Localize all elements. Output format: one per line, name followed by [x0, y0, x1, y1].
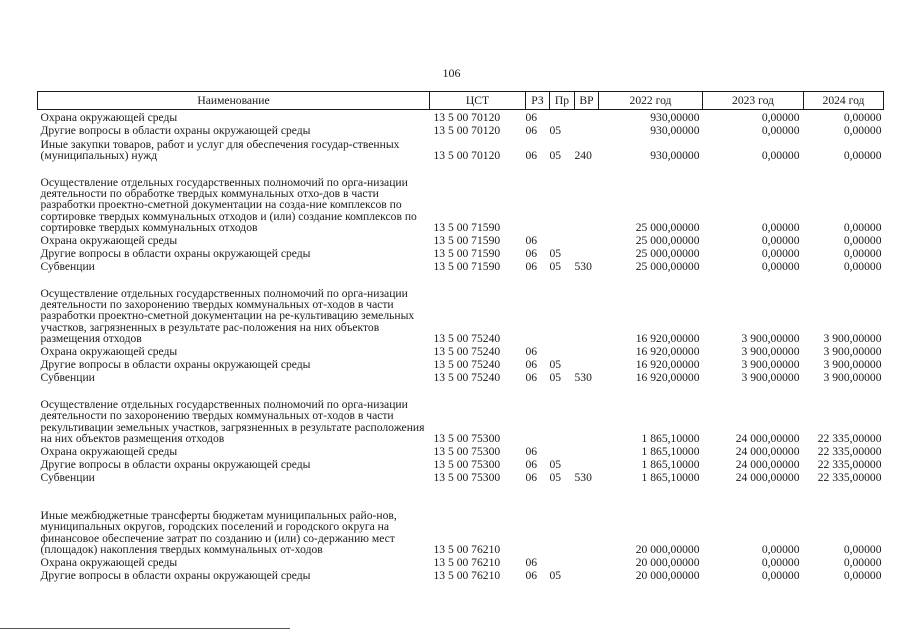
table-row: [38, 259, 884, 272]
row-pr: 05: [549, 370, 562, 384]
row-name: Иные закупки товаров, работ и услуг для обеспечения государ-ственных (муниципальных) нужд: [40, 137, 400, 162]
row-value-2023: 3 900,00000: [741, 344, 800, 358]
row-value-2022: 25 000,00000: [635, 233, 700, 247]
page-number: 106: [442, 66, 461, 80]
row-vr: [575, 568, 599, 581]
row-value-2023: 24 000,00000: [735, 470, 800, 484]
table-row: [38, 457, 884, 470]
row-pr: 05: [549, 123, 562, 137]
row-cst: 13 5 00 75240: [433, 370, 501, 384]
row-value-2024: 22 335,00000: [817, 470, 882, 484]
row-vr: [575, 357, 599, 370]
row-rz: 06: [525, 344, 538, 358]
row-rz: [526, 161, 550, 233]
row-value-2022: 16 920,00000: [635, 370, 700, 384]
row-value-2022: 25 000,00000: [635, 246, 700, 260]
row-value-2024: 3 900,00000: [823, 331, 882, 345]
table-row: [38, 483, 884, 555]
row-value-2023: 0,00000: [761, 259, 800, 273]
row-value-2022: 1 865,10000: [641, 470, 700, 484]
row-value-2022: 25 000,00000: [635, 220, 700, 234]
row-value-2023: 24 000,00000: [735, 431, 800, 445]
row-vr: [575, 344, 599, 357]
row-rz: 06: [525, 357, 538, 371]
table-row: [38, 444, 884, 457]
header-2022: 2022 год: [599, 92, 703, 110]
table-row: [38, 555, 884, 568]
header-pr: Пр: [550, 92, 575, 110]
row-cst: 13 5 00 75240: [433, 331, 501, 345]
row-rz: 06: [525, 555, 538, 569]
row-pr: [550, 233, 575, 246]
header-name: Наименование: [38, 92, 430, 110]
row-value-2022: 930,00000: [650, 110, 700, 124]
row-cst: 13 5 00 71590: [433, 246, 501, 260]
row-rz: 06: [525, 444, 538, 458]
row-value-2023: 0,00000: [761, 233, 800, 247]
table-body: [38, 110, 884, 582]
row-name: Охрана окружающей среды: [40, 555, 178, 569]
row-value-2023: 3 900,00000: [741, 357, 800, 371]
row-value-2022: 20 000,00000: [635, 568, 700, 582]
row-name: Другие вопросы в области охраны окружающей среды: [40, 123, 311, 137]
row-value-2023: 24 000,00000: [735, 457, 800, 471]
row-vr: [575, 110, 599, 124]
row-value-2022: 930,00000: [650, 148, 700, 162]
row-value-2024: 22 335,00000: [817, 444, 882, 458]
row-vr: [575, 272, 599, 344]
row-value-2023: 0,00000: [761, 246, 800, 260]
row-rz: 06: [525, 457, 538, 471]
table-row: [38, 246, 884, 259]
table-row: [38, 110, 884, 124]
row-value-2024: 0,00000: [843, 123, 882, 137]
row-vr: [575, 457, 599, 470]
row-value-2024: 0,00000: [843, 246, 882, 260]
row-value-2022: 930,00000: [650, 123, 700, 137]
row-value-2024: 0,00000: [843, 259, 882, 273]
row-vr: 530: [574, 370, 592, 384]
row-value-2024: 0,00000: [843, 233, 882, 247]
table-row: [38, 136, 884, 161]
row-vr: [575, 246, 599, 259]
row-cst: 13 5 00 75300: [433, 431, 501, 445]
row-rz: 06: [525, 370, 538, 384]
row-vr: [575, 123, 599, 136]
table-row: [38, 370, 884, 383]
row-rz: 06: [525, 123, 538, 137]
row-rz: 06: [525, 259, 538, 273]
table-row: [38, 568, 884, 581]
row-pr: 05: [549, 357, 562, 371]
row-cst: 13 5 00 76210: [433, 555, 501, 569]
row-vr: [575, 383, 599, 444]
row-name: Осуществление отдельных государственных полномочий по орга-низации деятельности по захоронению твердых коммунальных от-ходов в части рекультивации земельных участков, загрязненных в результате расположения на них объектов размещения отходов: [40, 398, 425, 445]
row-pr: [550, 272, 575, 344]
table-row: [38, 383, 884, 444]
row-rz: 06: [525, 148, 538, 162]
row-value-2024: 0,00000: [843, 542, 882, 556]
row-cst: 13 5 00 75300: [433, 470, 501, 484]
row-rz: [526, 272, 550, 344]
table-row: [38, 344, 884, 357]
row-name: Охрана окружающей среды: [40, 444, 178, 458]
row-value-2024: 22 335,00000: [817, 431, 882, 445]
row-pr: [550, 444, 575, 457]
row-pr: 05: [549, 246, 562, 260]
footer-rule: [0, 628, 290, 629]
row-value-2022: 16 920,00000: [635, 344, 700, 358]
row-pr: [550, 161, 575, 233]
header-cst: ЦСТ: [430, 92, 526, 110]
row-value-2022: 1 865,10000: [641, 457, 700, 471]
table-row: [38, 123, 884, 136]
row-cst: 13 5 00 75240: [433, 357, 501, 371]
header-2024: 2024 год: [804, 92, 884, 110]
table-row: [38, 357, 884, 370]
table-row: [38, 233, 884, 246]
row-cst: 13 5 00 76210: [433, 568, 501, 582]
row-pr: 05: [549, 568, 562, 582]
row-value-2024: 0,00000: [843, 555, 882, 569]
row-value-2023: 0,00000: [761, 148, 800, 162]
row-value-2023: 3 900,00000: [741, 370, 800, 384]
row-pr: [550, 344, 575, 357]
row-value-2023: 0,00000: [761, 568, 800, 582]
table-header-row: [38, 92, 884, 110]
header-rz: РЗ: [526, 92, 550, 110]
table-row: [38, 470, 884, 483]
row-pr: 05: [549, 148, 562, 162]
row-value-2024: 0,00000: [843, 220, 882, 234]
row-value-2022: 1 865,10000: [641, 444, 700, 458]
row-name: Иные межбюджетные трансферты бюджетам муниципальных райо-нов, муниципальных округов, городских поселений и городского округа на финансовое обеспечение затрат по созданию и (или) со-держанию мест (площадок) накопления твердых коммунальных от-ходов: [40, 509, 397, 556]
row-pr: 05: [549, 457, 562, 471]
row-vr: 530: [574, 470, 592, 484]
row-value-2022: 20 000,00000: [635, 542, 700, 556]
row-value-2024: 3 900,00000: [823, 370, 882, 384]
row-name: Другие вопросы в области охраны окружающей среды: [40, 568, 311, 582]
row-vr: 530: [574, 259, 592, 273]
row-cst: 13 5 00 76210: [433, 542, 501, 556]
row-name: Осуществление отдельных государственных полномочий по орга-низации деятельности по обработке твердых коммунальных отхо-дов в части разработки проектно-сметной документации на созда-ние комплексов по сортировке твердых коммунальных отходов и (или) создание комплексов по сортировке твердых коммунальных отходов: [40, 175, 417, 234]
row-rz: 06: [525, 110, 538, 124]
row-value-2024: 3 900,00000: [823, 357, 882, 371]
row-cst: 13 5 00 70120: [433, 148, 501, 162]
row-value-2023: 0,00000: [761, 220, 800, 234]
row-value-2022: 16 920,00000: [635, 331, 700, 345]
row-pr: 05: [549, 470, 562, 484]
row-name: Субвенции: [40, 470, 95, 484]
row-value-2022: 20 000,00000: [635, 555, 700, 569]
row-rz: 06: [525, 233, 538, 247]
row-pr: [550, 483, 575, 555]
row-cst: 13 5 00 71590: [433, 233, 501, 247]
row-vr: [575, 161, 599, 233]
budget-table: [37, 91, 884, 581]
row-cst: 13 5 00 71590: [433, 259, 501, 273]
row-rz: [526, 483, 550, 555]
row-value-2022: 25 000,00000: [635, 259, 700, 273]
row-pr: 05: [549, 259, 562, 273]
row-vr: 240: [574, 148, 592, 162]
table-row: [38, 272, 884, 344]
row-rz: 06: [525, 246, 538, 260]
row-vr: [575, 233, 599, 246]
row-cst: 13 5 00 70120: [433, 123, 501, 137]
row-name: Другие вопросы в области охраны окружающей среды: [40, 246, 311, 260]
row-cst: 13 5 00 75240: [433, 344, 501, 358]
row-cst: 13 5 00 70120: [433, 110, 501, 124]
row-name: Осуществление отдельных государственных полномочий по орга-низации деятельности по захоронению твердых коммунальных от-ходов в части разработки проектно-сметной документации на ре-культивацию земельных участков, загрязненных в результате рас-положения на них объектов размещения отходов: [40, 286, 415, 345]
row-value-2024: 3 900,00000: [823, 344, 882, 358]
row-value-2023: 0,00000: [761, 555, 800, 569]
row-name: Субвенции: [40, 370, 95, 384]
header-vr: ВР: [575, 92, 599, 110]
row-value-2024: 0,00000: [843, 568, 882, 582]
row-value-2023: 0,00000: [761, 110, 800, 124]
row-name: Охрана окружающей среды: [40, 110, 178, 124]
row-vr: [575, 444, 599, 457]
row-value-2023: 0,00000: [761, 123, 800, 137]
row-rz: 06: [525, 568, 538, 582]
row-cst: 13 5 00 75300: [433, 457, 501, 471]
row-pr: [550, 383, 575, 444]
row-name: Другие вопросы в области охраны окружающей среды: [40, 357, 311, 371]
row-value-2024: 0,00000: [843, 110, 882, 124]
row-pr: [550, 555, 575, 568]
row-cst: 13 5 00 75300: [433, 444, 501, 458]
row-value-2023: 0,00000: [761, 542, 800, 556]
row-rz: [526, 383, 550, 444]
header-2023: 2023 год: [703, 92, 804, 110]
row-pr: [550, 110, 575, 124]
row-name: Субвенции: [40, 259, 95, 273]
row-rz: 06: [525, 470, 538, 484]
row-vr: [575, 555, 599, 568]
row-name: Охрана окружающей среды: [40, 233, 178, 247]
row-cst: 13 5 00 71590: [433, 220, 501, 234]
row-vr: [575, 483, 599, 555]
row-name: Другие вопросы в области охраны окружающей среды: [40, 457, 311, 471]
row-name: Охрана окружающей среды: [40, 344, 178, 358]
row-value-2024: 22 335,00000: [817, 457, 882, 471]
row-value-2022: 16 920,00000: [635, 357, 700, 371]
row-value-2023: 24 000,00000: [735, 444, 800, 458]
row-value-2024: 0,00000: [843, 148, 882, 162]
row-value-2022: 1 865,10000: [641, 431, 700, 445]
table-row: [38, 161, 884, 233]
row-value-2023: 3 900,00000: [741, 331, 800, 345]
